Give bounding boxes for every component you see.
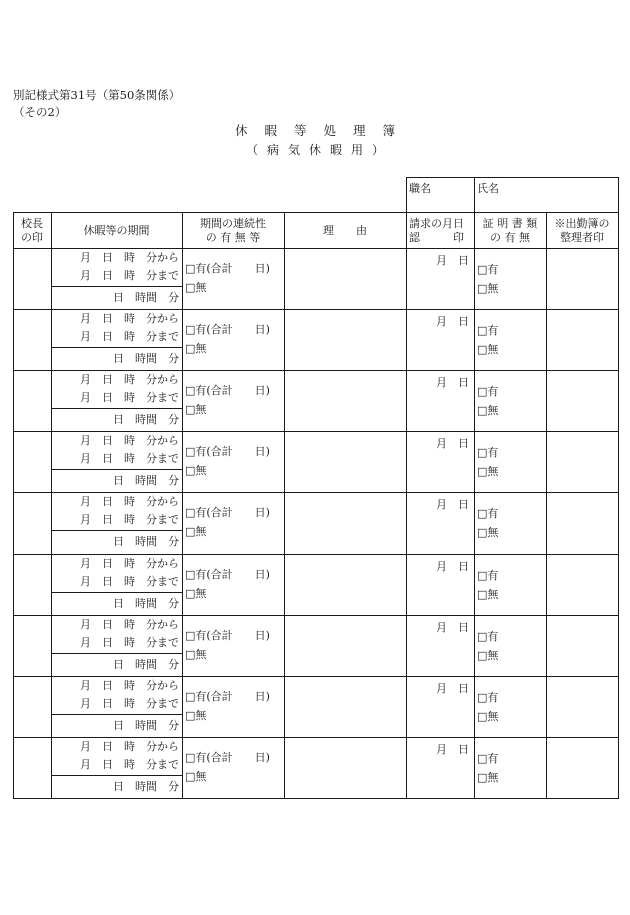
certificate-yes: □有 bbox=[477, 507, 499, 521]
certificate-yes: □有 bbox=[477, 263, 499, 276]
period-to: 月 日 時 分まで bbox=[80, 513, 179, 527]
row-bottom-rule bbox=[13, 431, 619, 432]
identity-box-right bbox=[618, 177, 619, 212]
row-bottom-rule bbox=[13, 492, 619, 493]
period-to: 月 日 時 分まで bbox=[80, 391, 179, 405]
period-total-rule bbox=[51, 530, 182, 531]
certificate-no: □無 bbox=[477, 404, 499, 418]
period-from: 月 日 時 分から bbox=[80, 678, 179, 692]
header-request-date: 認 印 bbox=[409, 231, 464, 244]
column-rule-1 bbox=[51, 212, 52, 799]
period-total: 日 時間 分 bbox=[113, 352, 179, 366]
period-to: 月 日 時 分まで bbox=[80, 574, 179, 588]
identity-box-left bbox=[406, 177, 407, 212]
period-to: 月 日 時 分まで bbox=[80, 452, 179, 466]
continuity-yes: □有(合計 日) bbox=[185, 750, 270, 764]
continuity-yes: □有(合計 日) bbox=[185, 628, 270, 642]
certificate-no: □無 bbox=[477, 343, 499, 357]
certificate-no: □無 bbox=[477, 770, 499, 784]
period-to: 月 日 時 分まで bbox=[80, 330, 179, 344]
continuity-yes: □有(合計 日) bbox=[185, 323, 270, 337]
period-total: 日 時間 分 bbox=[113, 657, 179, 671]
period-to: 月 日 時 分まで bbox=[80, 635, 179, 649]
certificate-no: □無 bbox=[477, 526, 499, 540]
column-rule-3 bbox=[284, 212, 285, 799]
period-to: 月 日 時 分まで bbox=[80, 269, 179, 282]
certificate-no: □無 bbox=[477, 587, 499, 601]
continuity-yes: □有(合計 日) bbox=[185, 567, 270, 581]
request-date: 月 日 bbox=[436, 498, 469, 512]
column-rule-6 bbox=[546, 212, 547, 799]
request-date: 月 日 bbox=[436, 254, 469, 267]
period-total-rule bbox=[51, 653, 182, 654]
period-total: 日 時間 分 bbox=[113, 779, 179, 793]
certificate-yes: □有 bbox=[477, 324, 499, 338]
certificate-yes: □有 bbox=[477, 629, 499, 643]
continuity-no: □無 bbox=[185, 281, 207, 294]
request-date: 月 日 bbox=[436, 559, 469, 573]
certificate-yes: □有 bbox=[477, 751, 499, 765]
column-rule-5 bbox=[474, 212, 475, 799]
period-total: 日 時間 分 bbox=[113, 718, 179, 732]
name-label: 氏名 bbox=[477, 182, 499, 195]
header-top-rule bbox=[13, 212, 619, 213]
continuity-no: □無 bbox=[185, 769, 207, 783]
continuity-no: □無 bbox=[185, 342, 207, 356]
period-from: 月 日 時 分から bbox=[80, 556, 179, 570]
period-total: 日 時間 分 bbox=[113, 291, 179, 304]
identity-box-top bbox=[406, 177, 619, 178]
period-to: 月 日 時 分まで bbox=[80, 696, 179, 710]
continuity-yes: □有(合計 日) bbox=[185, 262, 270, 275]
header-bottom-rule bbox=[13, 248, 619, 249]
certificate-no: □無 bbox=[477, 709, 499, 723]
header-continuity: の 有 無 等 bbox=[205, 231, 261, 244]
continuity-no: □無 bbox=[185, 647, 207, 661]
header-certificate: 証 明 書 類 bbox=[482, 217, 538, 230]
request-date: 月 日 bbox=[436, 681, 469, 695]
continuity-no: □無 bbox=[185, 708, 207, 722]
page-subtitle: （病気休暇用） bbox=[245, 143, 393, 157]
header-attendance-clerk: ※出勤簿の bbox=[554, 217, 610, 230]
period-total-rule bbox=[51, 775, 182, 776]
row-bottom-rule bbox=[13, 676, 619, 677]
certificate-no: □無 bbox=[477, 465, 499, 479]
period-from: 月 日 時 分から bbox=[80, 434, 179, 448]
continuity-yes: □有(合計 日) bbox=[185, 384, 270, 398]
period-from: 月 日 時 分から bbox=[80, 495, 179, 509]
form-code: 別記様式第31号（第50条関係） bbox=[13, 88, 181, 102]
row-bottom-rule bbox=[13, 737, 619, 738]
request-date: 月 日 bbox=[436, 376, 469, 390]
period-total: 日 時間 分 bbox=[113, 535, 179, 549]
continuity-yes: □有(合計 日) bbox=[185, 689, 270, 703]
continuity-no: □無 bbox=[185, 464, 207, 478]
identity-box-divider bbox=[474, 177, 475, 212]
header-request-date: 請求の月日 bbox=[409, 217, 464, 230]
period-total-rule bbox=[51, 469, 182, 470]
continuity-yes: □有(合計 日) bbox=[185, 506, 270, 520]
period-total: 日 時間 分 bbox=[113, 596, 179, 610]
certificate-yes: □有 bbox=[477, 385, 499, 399]
period-to: 月 日 時 分まで bbox=[80, 757, 179, 771]
continuity-no: □無 bbox=[185, 525, 207, 539]
form-sub-code: （その2） bbox=[13, 105, 67, 119]
header-certificate: の 有 無 bbox=[490, 231, 530, 244]
period-total-rule bbox=[51, 592, 182, 593]
certificate-yes: □有 bbox=[477, 690, 499, 704]
continuity-no: □無 bbox=[185, 586, 207, 600]
header-continuity: 期間の連続性 bbox=[200, 217, 266, 230]
continuity-yes: □有(合計 日) bbox=[185, 445, 270, 459]
row-bottom-rule bbox=[13, 370, 619, 371]
header-reason: 理 由 bbox=[323, 224, 367, 237]
column-rule-7 bbox=[618, 212, 619, 799]
period-total: 日 時間 分 bbox=[113, 474, 179, 488]
continuity-no: □無 bbox=[185, 403, 207, 417]
period-total-rule bbox=[51, 286, 182, 287]
period-total-rule bbox=[51, 714, 182, 715]
row-bottom-rule bbox=[13, 798, 619, 799]
certificate-no: □無 bbox=[477, 648, 499, 662]
request-date: 月 日 bbox=[436, 620, 469, 634]
period-total-rule bbox=[51, 347, 182, 348]
period-total-rule bbox=[51, 408, 182, 409]
header-principal-seal: の印 bbox=[21, 231, 43, 244]
request-date: 月 日 bbox=[436, 742, 469, 756]
certificate-yes: □有 bbox=[477, 446, 499, 460]
header-attendance-clerk: 整理者印 bbox=[560, 231, 604, 244]
period-from: 月 日 時 分から bbox=[80, 617, 179, 631]
certificate-yes: □有 bbox=[477, 568, 499, 582]
certificate-no: □無 bbox=[477, 282, 499, 295]
column-rule-2 bbox=[182, 212, 183, 799]
request-date: 月 日 bbox=[436, 437, 469, 451]
period-total: 日 時間 分 bbox=[113, 413, 179, 427]
column-rule-0 bbox=[13, 212, 14, 799]
row-bottom-rule bbox=[13, 309, 619, 310]
period-from: 月 日 時 分から bbox=[80, 312, 179, 326]
header-principal-seal: 校長 bbox=[21, 217, 43, 230]
request-date: 月 日 bbox=[436, 315, 469, 329]
row-bottom-rule bbox=[13, 554, 619, 555]
period-from: 月 日 時 分から bbox=[80, 251, 179, 264]
period-from: 月 日 時 分から bbox=[80, 373, 179, 387]
row-bottom-rule bbox=[13, 615, 619, 616]
header-period: 休暇等の期間 bbox=[83, 224, 150, 237]
position-label: 職名 bbox=[409, 182, 431, 195]
page-title: 休暇等処理簿 bbox=[234, 123, 412, 138]
period-from: 月 日 時 分から bbox=[80, 739, 179, 753]
